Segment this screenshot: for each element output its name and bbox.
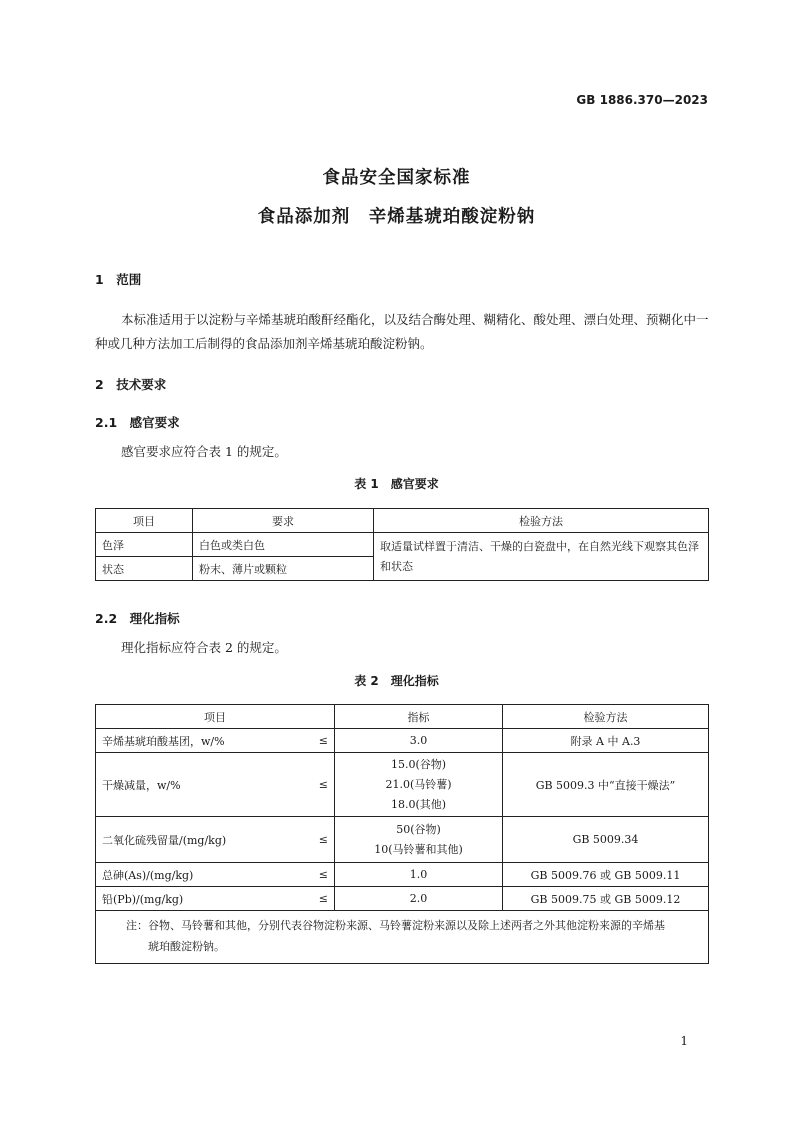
table-2-method: GB 5009.76 或 GB 5009.11 [503,863,709,887]
value-line: 21.0(马铃薯) [385,777,452,791]
le-symbol: ≤ [318,734,328,747]
item-label: 辛烯基琥珀酸基团，w/% [102,734,225,748]
table-row [96,887,709,911]
table-1-method: 取适量试样置于清洁、干燥的白瓷盘中，在自然光线下观察其色泽和状态 [374,533,709,581]
le-symbol: ≤ [318,868,328,881]
table-1-requirement: 白色或类白色 [193,533,374,557]
table-1-caption: 表 1 感官要求 [354,477,439,491]
table-row [96,817,709,863]
le-symbol: ≤ [318,778,328,791]
table-2-value [335,817,503,863]
table-note-row [96,911,709,964]
item-label: 干燥减量，w/% [102,778,181,792]
section-2-2-heading: 2.2 理化指标 [95,611,180,626]
value-line: 10(马铃薯和其他) [374,842,463,856]
item-label: 二氧化硫残留量/(mg/kg) [102,833,227,847]
table-row [96,729,709,753]
table-2-value [335,753,503,817]
table-1-item: 状态 [96,557,193,581]
section-1-heading: 1 范围 [95,272,142,287]
item-label: 总砷(As)/(mg/kg) [102,868,194,882]
value-line: 15.0(谷物) [390,757,447,771]
section-1-text: 本标准适用于以淀粉与辛烯基琥珀酸酐经酯化，以及结合酶处理、糊精化、酸处理、漂白处理、预糊化中一种或几种方法加工后制得的食品添加剂辛烯基琥珀酸淀粉钠。 [95,312,709,351]
table-1-header-method: 检验方法 [374,509,709,533]
item-label: 铅(Pb)/(mg/kg) [102,892,184,906]
section-2-2-text: 理化指标应符合表 2 的规定。 [121,640,287,655]
table-1-item: 色泽 [96,533,193,557]
table-2-method: GB 5009.75 或 GB 5009.12 [503,887,709,911]
table-2-item [96,887,335,911]
table-2-method: GB 5009.34 [503,817,709,863]
section-2-1-heading: 2.1 感官要求 [95,415,180,430]
section-2-heading: 2 技术要求 [95,377,167,392]
table-2-item [96,863,335,887]
table-2-caption: 表 2 理化指标 [354,674,439,688]
value-line: 18.0(其他) [390,797,447,811]
section-2-1-text: 感官要求应符合表 1 的规定。 [121,444,287,459]
le-symbol: ≤ [318,833,328,846]
table-2-value: 1.0 [335,863,503,887]
table-row [96,753,709,817]
note-line-1: 注：谷物、马铃薯和其他，分别代表谷物淀粉来源、马铃薯淀粉来源以及除上述两者之外其他淀粉来源的辛烯基 [126,919,665,932]
table-2-header-item: 项目 [96,705,335,729]
page-number: 1 [680,1034,688,1048]
table-2-value: 2.0 [335,887,503,911]
table-2-item [96,729,335,753]
table-2-value: 3.0 [335,729,503,753]
table-2-header-value: 指标 [335,705,503,729]
table-2-method: GB 5009.3 中“直接干燥法” [503,753,709,817]
table-row [96,533,709,557]
le-symbol: ≤ [318,892,328,905]
table-2-note [96,911,709,964]
title-line-1: 食品安全国家标准 [322,168,471,188]
table-1-header-item: 项目 [96,509,193,533]
table-2-item [96,753,335,817]
table-2-item [96,817,335,863]
table-2-header-method: 检验方法 [503,705,709,729]
table-1-requirement: 粉末、薄片或颗粒 [193,557,374,581]
table-1-header-requirement: 要求 [193,509,374,533]
table-2-method: 附录 A 中 A.3 [503,729,709,753]
note-line-2: 琥珀酸淀粉钠。 [148,940,225,953]
table-row [96,863,709,887]
value-line: 50(谷物) [396,822,441,836]
title-line-2: 食品添加剂 辛烯基琥珀酸淀粉钠 [257,207,536,227]
table-1 [95,508,709,581]
table-2 [95,704,709,964]
standard-number: GB 1886.370—2023 [576,93,708,107]
